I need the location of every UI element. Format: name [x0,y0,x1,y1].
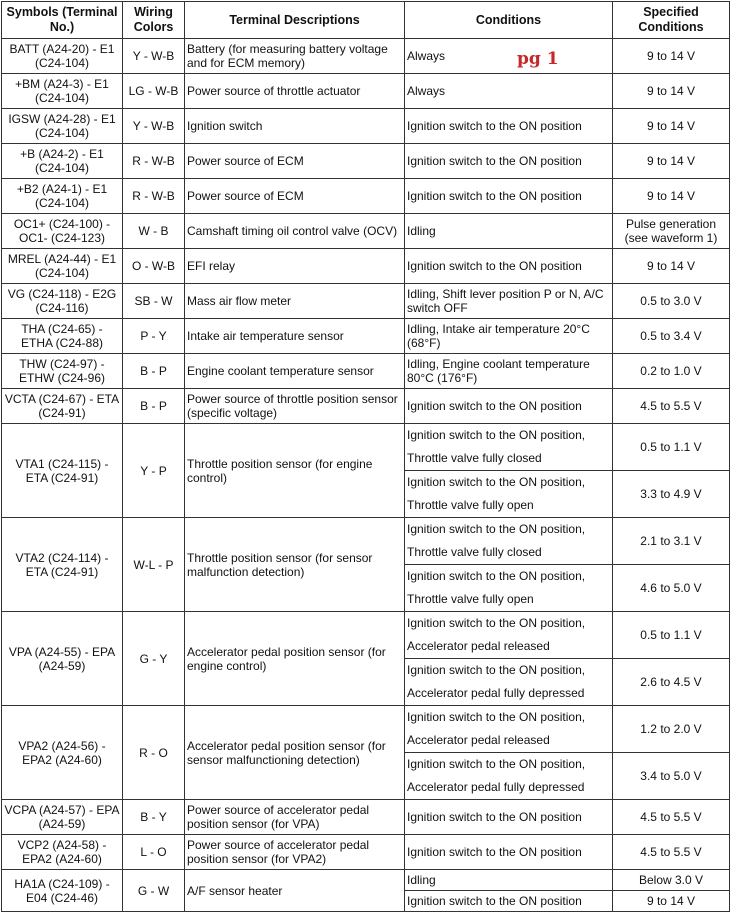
cell-wiring: R - W-B [123,144,185,179]
table-row [2,74,730,109]
header-conditions: Conditions [405,2,613,39]
cell-specified: 3.3 to 4.9 V [613,471,730,518]
cell-condition: Idling, Shift lever position P or N, A/C switch OFF [405,284,613,319]
table-row [2,800,730,835]
cell-specified: 9 to 14 V [613,144,730,179]
cell-description: Camshaft timing oil control valve (OCV) [185,214,405,249]
cell-wiring: B - P [123,354,185,389]
cell-description: Engine coolant temperature sensor [185,354,405,389]
cell-condition: Ignition switch to the ON position [405,249,613,284]
table-row [2,870,730,891]
cell-description: Power source of ECM [185,179,405,214]
cell-condition: Ignition switch to the ON position, [405,565,613,588]
cell-wiring: Y - W-B [123,39,185,74]
cell-symbol: THW (C24-97) - ETHW (C24-96) [2,354,123,389]
cell-condition: Idling, Intake air temperature 20°C (68°F) [405,319,613,354]
cell-wiring: Y - P [123,424,185,518]
cell-specified: Pulse generation (see waveform 1) [613,214,730,249]
cell-description: Power source of throttle actuator [185,74,405,109]
cell-wiring: R - W-B [123,179,185,214]
cell-condition: Ignition switch to the ON position [405,389,613,424]
cell-condition: Ignition switch to the ON position, [405,753,613,776]
cell-wiring: SB - W [123,284,185,319]
cell-description: Power source of throttle position sensor (specific voltage) [185,389,405,424]
header-wiring: Wiring Colors [123,2,185,39]
cell-wiring: B - Y [123,800,185,835]
cell-condition-detail: Throttle valve fully open [405,588,613,612]
cell-wiring: LG - W-B [123,74,185,109]
cell-condition: Ignition switch to the ON position, [405,471,613,494]
cell-condition: Ignition switch to the ON position, [405,706,613,729]
cell-wiring: P - Y [123,319,185,354]
cell-symbol: OC1+ (C24-100) - OC1- (C24-123) [2,214,123,249]
cell-symbol: MREL (A24-44) - E1 (C24-104) [2,249,123,284]
cell-specified: 9 to 14 V [613,249,730,284]
cell-description: Battery (for measuring battery voltage and for ECM memory) [185,39,405,74]
header-symbols: Symbols (Terminal No.) [2,2,123,39]
cell-description: A/F sensor heater [185,870,405,912]
cell-condition: Idling [405,214,613,249]
cell-symbol: THA (C24-65) - ETHA (C24-88) [2,319,123,354]
cell-wiring: W-L - P [123,518,185,612]
cell-description: Intake air temperature sensor [185,319,405,354]
cell-specified: 2.6 to 4.5 V [613,659,730,706]
cell-specified: 9 to 14 V [613,74,730,109]
cell-condition-detail: Accelerator pedal fully depressed [405,682,613,706]
cell-specified: 4.5 to 5.5 V [613,835,730,870]
header-specified: Specified Conditions [613,2,730,39]
cell-description: Mass air flow meter [185,284,405,319]
table-row [2,424,730,447]
cell-specified: 2.1 to 3.1 V [613,518,730,565]
cell-specified: 4.6 to 5.0 V [613,565,730,612]
cell-symbol: VTA1 (C24-115) - ETA (C24-91) [2,424,123,518]
cell-specified: 1.2 to 2.0 V [613,706,730,753]
table-row [2,144,730,179]
cell-wiring: G - Y [123,612,185,706]
cell-condition-detail: Throttle valve fully open [405,494,613,518]
cell-description: Power source of accelerator pedal position sensor (for VPA) [185,800,405,835]
cell-specified: 0.5 to 1.1 V [613,612,730,659]
table-row [2,319,730,354]
cell-symbol: BATT (A24-20) - E1 (C24-104) [2,39,123,74]
header-descriptions: Terminal Descriptions [185,2,405,39]
cell-symbol: VPA (A24-55) - EPA (A24-59) [2,612,123,706]
cell-symbol: +B (A24-2) - E1 (C24-104) [2,144,123,179]
cell-description: Accelerator pedal position sensor (for sensor malfunctioning detection) [185,706,405,800]
table-row [2,214,730,249]
header-row [2,2,730,39]
cell-wiring: R - O [123,706,185,800]
cell-condition: Idling [405,870,613,891]
cell-condition-detail: Accelerator pedal released [405,635,613,659]
cell-condition-detail: Accelerator pedal released [405,729,613,753]
cell-symbol: VCPA (A24-57) - EPA (A24-59) [2,800,123,835]
cell-symbol: IGSW (A24-28) - E1 (C24-104) [2,109,123,144]
cell-specified: 0.5 to 1.1 V [613,424,730,471]
cell-condition: Ignition switch to the ON position, [405,659,613,682]
cell-specified: 4.5 to 5.5 V [613,389,730,424]
cell-condition-detail: Throttle valve fully closed [405,447,613,471]
cell-description: Power source of accelerator pedal position sensor (for VPA2) [185,835,405,870]
cell-condition: Ignition switch to the ON position [405,144,613,179]
table-row [2,706,730,729]
cell-symbol: VG (C24-118) - E2G (C24-116) [2,284,123,319]
cell-description: Power source of ECM [185,144,405,179]
cell-condition: Ignition switch to the ON position [405,835,613,870]
table-row [2,389,730,424]
cell-symbol: VCTA (C24-67) - ETA (C24-91) [2,389,123,424]
cell-symbol: +B2 (A24-1) - E1 (C24-104) [2,179,123,214]
cell-description: EFI relay [185,249,405,284]
table-row [2,284,730,319]
cell-symbol: VTA2 (C24-114) - ETA (C24-91) [2,518,123,612]
cell-wiring: W - B [123,214,185,249]
cell-condition-detail: Throttle valve fully closed [405,541,613,565]
cell-specified: 9 to 14 V [613,891,730,912]
table-row [2,835,730,870]
table-row [2,354,730,389]
table-row [2,109,730,144]
cell-description: Accelerator pedal position sensor (for engine control) [185,612,405,706]
cell-specified: 0.5 to 3.0 V [613,284,730,319]
cell-condition: Ignition switch to the ON position, [405,424,613,447]
cell-wiring: G - W [123,870,185,912]
cell-condition: Ignition switch to the ON position [405,179,613,214]
cell-specified: 4.5 to 5.5 V [613,800,730,835]
cell-specified: Below 3.0 V [613,870,730,891]
cell-symbol: VCP2 (A24-58) - EPA2 (A24-60) [2,835,123,870]
cell-condition: Ignition switch to the ON position, [405,612,613,635]
cell-wiring: O - W-B [123,249,185,284]
terminal-table [1,1,730,912]
cell-condition: Ignition switch to the ON position [405,109,613,144]
table-row [2,612,730,635]
cell-specified: 9 to 14 V [613,39,730,74]
cell-condition: Idling, Engine coolant temperature 80°C (176°F) [405,354,613,389]
cell-specified: 0.5 to 3.4 V [613,319,730,354]
cell-specified: 9 to 14 V [613,109,730,144]
cell-description: Ignition switch [185,109,405,144]
cell-condition: Always [405,74,613,109]
cell-condition-detail: Accelerator pedal fully depressed [405,776,613,800]
cell-symbol: HA1A (C24-109) - E04 (C24-46) [2,870,123,912]
cell-wiring: Y - W-B [123,109,185,144]
cell-symbol: +BM (A24-3) - E1 (C24-104) [2,74,123,109]
cell-specified: 0.2 to 1.0 V [613,354,730,389]
cell-description: Throttle position sensor (for sensor malfunction detection) [185,518,405,612]
cell-symbol: VPA2 (A24-56) - EPA2 (A24-60) [2,706,123,800]
cell-condition: Ignition switch to the ON position, [405,518,613,541]
cell-wiring: B - P [123,389,185,424]
cell-specified: 3.4 to 5.0 V [613,753,730,800]
table-row [2,249,730,284]
cell-condition: Ignition switch to the ON position [405,891,613,912]
table-row [2,518,730,541]
table-row [2,179,730,214]
cell-wiring: L - O [123,835,185,870]
page-mark: pg 1 [517,49,559,69]
cell-condition: Ignition switch to the ON position [405,800,613,835]
table-row [2,39,730,74]
cell-condition: Always [405,39,613,74]
cell-description: Throttle position sensor (for engine control) [185,424,405,518]
cell-specified: 9 to 14 V [613,179,730,214]
